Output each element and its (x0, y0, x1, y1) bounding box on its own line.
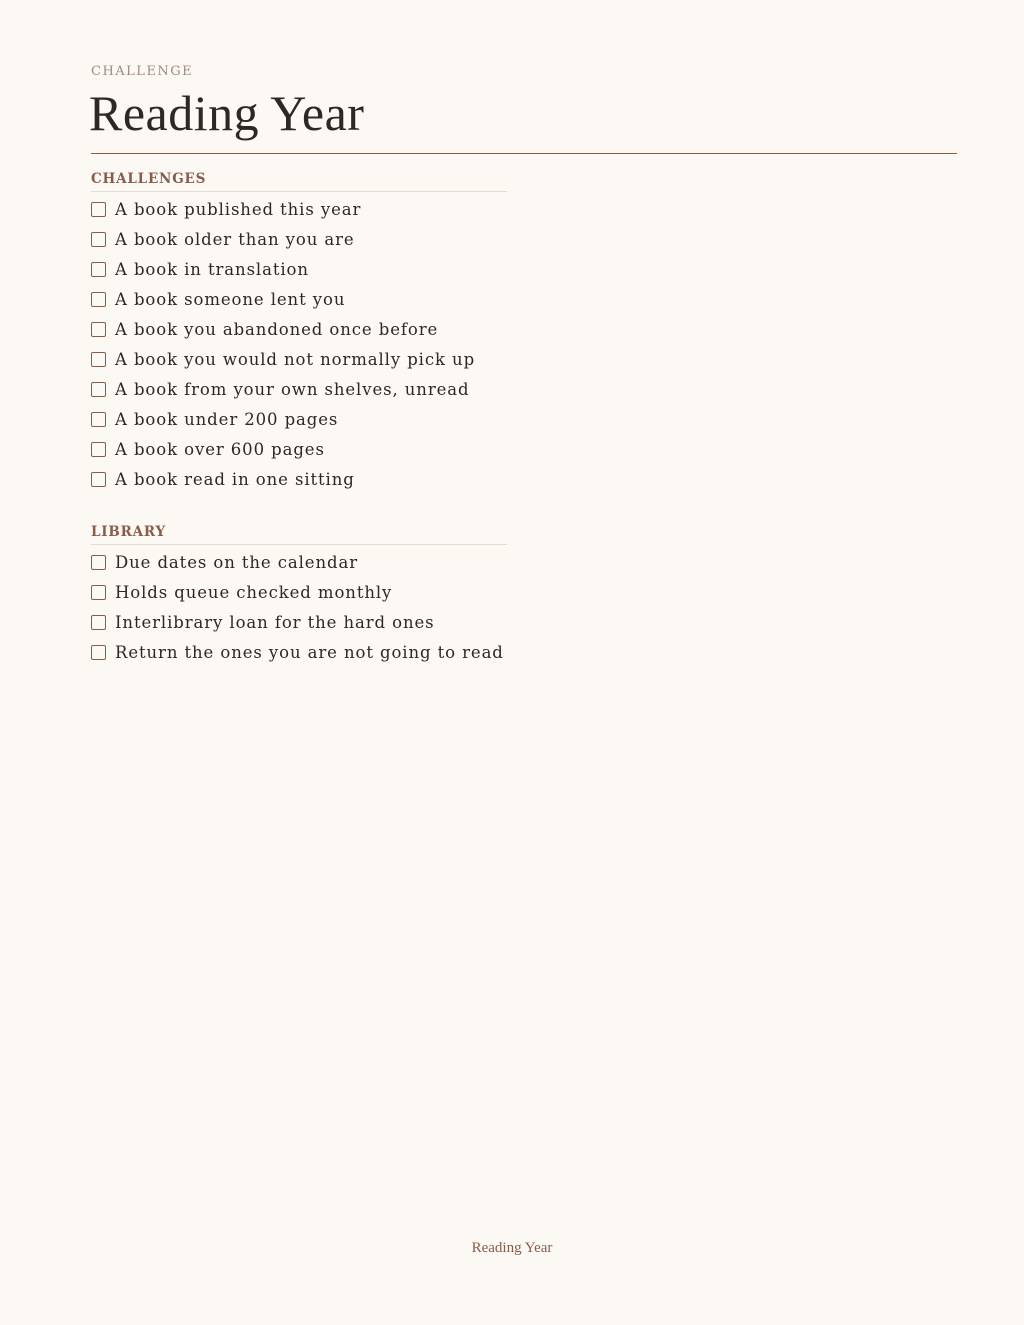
checklist-item-label: Return the ones you are not going to read (115, 642, 504, 662)
checklist-item[interactable] (91, 607, 507, 637)
checklist-item-label: A book you abandoned once before (115, 319, 439, 339)
checklist-item[interactable] (91, 465, 507, 495)
checkbox[interactable] (91, 442, 106, 457)
checklist-item[interactable] (91, 375, 507, 405)
checkbox[interactable] (91, 585, 106, 600)
page-title: Reading Year (89, 85, 365, 141)
checklist-item[interactable] (91, 577, 507, 607)
checkbox[interactable] (91, 352, 106, 367)
section-challenges (91, 170, 507, 495)
checklist (91, 192, 507, 495)
checklist-item-label: A book under 200 pages (115, 410, 339, 430)
checklist-item-label: A book published this year (115, 199, 362, 219)
checklist-item-label: A book someone lent you (115, 289, 346, 309)
title-divider (91, 153, 957, 154)
checklist-item[interactable] (91, 314, 507, 344)
checklist-item[interactable] (91, 284, 507, 314)
checkbox[interactable] (91, 645, 106, 660)
section-library (91, 523, 507, 667)
section-title: CHALLENGES (91, 170, 507, 192)
checkbox[interactable] (91, 262, 106, 277)
checklist-item-label: A book in translation (115, 259, 309, 279)
checklist-item[interactable] (91, 435, 507, 465)
checklist-item[interactable] (91, 194, 507, 224)
checkbox[interactable] (91, 232, 106, 247)
checklist-item-label: A book over 600 pages (115, 440, 325, 460)
checklist-item[interactable] (91, 637, 507, 667)
checklist-item-label: A book read in one sitting (115, 470, 355, 490)
page-eyebrow: CHALLENGE (91, 64, 194, 79)
checkbox[interactable] (91, 322, 106, 337)
checklist-item[interactable] (91, 405, 507, 435)
checklist (91, 545, 507, 667)
page-footer: Reading Year (471, 1240, 553, 1256)
checkbox[interactable] (91, 292, 106, 307)
checklist-item-label: Due dates on the calendar (115, 552, 358, 572)
checkbox[interactable] (91, 615, 106, 630)
checkbox[interactable] (91, 202, 106, 217)
checkbox[interactable] (91, 382, 106, 397)
checkbox[interactable] (91, 555, 106, 570)
checklist-item-label: A book older than you are (115, 229, 355, 249)
checklist-item-label: A book from your own shelves, unread (115, 380, 470, 400)
checklist-item[interactable] (91, 344, 507, 374)
checklist-item[interactable] (91, 224, 507, 254)
checkbox[interactable] (91, 412, 106, 427)
checklist-item-label: Interlibrary loan for the hard ones (115, 612, 435, 632)
checklist-item-label: Holds queue checked monthly (115, 582, 393, 602)
checklist-item-label: A book you would not normally pick up (115, 350, 476, 370)
checklist-item[interactable] (91, 547, 507, 577)
section-title: LIBRARY (91, 523, 507, 545)
checklist-item[interactable] (91, 254, 507, 284)
checkbox[interactable] (91, 472, 106, 487)
